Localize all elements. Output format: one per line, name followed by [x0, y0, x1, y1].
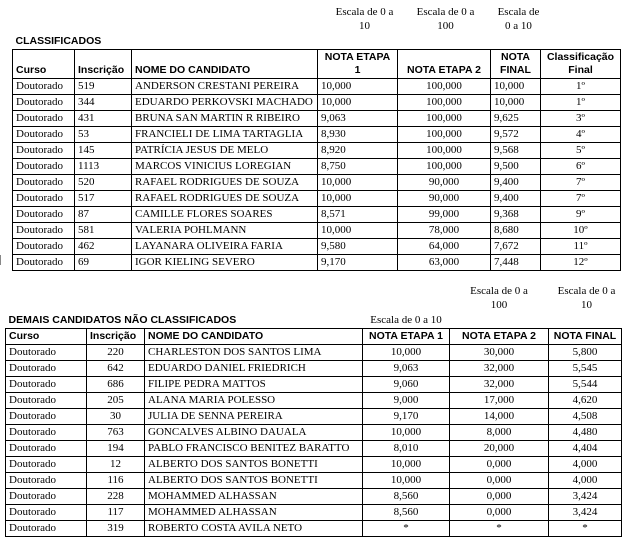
- table-cell: 5,545: [549, 361, 622, 377]
- table-cell: IGOR KIELING SEVERO: [132, 255, 318, 271]
- table-cell: 8,930: [318, 127, 398, 143]
- table-cell: 9,060: [363, 377, 450, 393]
- nao-classificados-header-row: [6, 329, 622, 345]
- table-cell: Doutorado: [6, 393, 87, 409]
- table-cell: BRUNA SAN MARTIN R RIBEIRO: [132, 111, 318, 127]
- table-cell: 63,000: [398, 255, 491, 271]
- table-cell: 20,000: [450, 441, 549, 457]
- table-cell: Doutorado: [13, 255, 75, 271]
- table-cell: 4,404: [549, 441, 622, 457]
- col-curso-2: Curso: [6, 329, 87, 345]
- col-nota-etapa1: NOTA ETAPA 1: [318, 50, 398, 79]
- scale-final-cell: [491, 4, 541, 34]
- col-classificacao: Classificação Final: [541, 50, 621, 79]
- col-nota-final-2: NOTA FINAL: [549, 329, 622, 345]
- table-cell: 431: [75, 111, 132, 127]
- table-cell: Doutorado: [6, 441, 87, 457]
- table-row: [13, 223, 621, 239]
- table-cell: 5,544: [549, 377, 622, 393]
- table-cell: 517: [75, 191, 132, 207]
- col-inscricao: Inscrição: [75, 50, 132, 79]
- table-cell: 11º: [541, 239, 621, 255]
- table-cell: EDUARDO DANIEL FRIEDRICH: [145, 361, 363, 377]
- table-cell: 8,560: [363, 489, 450, 505]
- table-cell: VALERIA POHLMANN: [132, 223, 318, 239]
- table-row: [13, 143, 621, 159]
- table-cell: 3º: [541, 111, 621, 127]
- table-cell: 100,000: [398, 111, 491, 127]
- table-cell: 9,170: [363, 409, 450, 425]
- table-cell: ALBERTO DOS SANTOS BONETTI: [145, 473, 363, 489]
- table-cell: Doutorado: [13, 127, 75, 143]
- table-cell: 686: [87, 377, 145, 393]
- table-cell: 9,500: [491, 159, 541, 175]
- table-cell: FRANCIELI DE LIMA TARTAGLIA: [132, 127, 318, 143]
- table-cell: 194: [87, 441, 145, 457]
- table-cell: 8,000: [450, 425, 549, 441]
- col-nota-final: NOTA FINAL: [491, 50, 541, 79]
- table-cell: Doutorado: [13, 95, 75, 111]
- table-cell: ALANA MARIA POLESSO: [145, 393, 363, 409]
- table-cell: Doutorado: [13, 191, 75, 207]
- table-cell: 0,000: [450, 457, 549, 473]
- table-cell: 10,000: [491, 95, 541, 111]
- table-cell: 9,568: [491, 143, 541, 159]
- table-cell: RAFAEL RODRIGUES DE SOUZA: [132, 191, 318, 207]
- table-row: [13, 95, 621, 111]
- table-cell: 100,000: [398, 127, 491, 143]
- table-row: [6, 345, 622, 361]
- table-cell: 9,400: [491, 175, 541, 191]
- table-cell: CHARLESTON DOS SANTOS LIMA: [145, 345, 363, 361]
- table-cell: 100,000: [398, 95, 491, 111]
- table-cell: 4,000: [549, 457, 622, 473]
- table-row: [6, 489, 622, 505]
- col-nota-etapa2-2: NOTA ETAPA 2: [450, 329, 549, 345]
- scale-final: Escala de 0 a 10: [497, 6, 540, 32]
- table-cell: 4,480: [549, 425, 622, 441]
- table-cell: 9,400: [491, 191, 541, 207]
- table-cell: *: [363, 521, 450, 537]
- table-cell: 100,000: [398, 79, 491, 95]
- table-cell: Doutorado: [13, 111, 75, 127]
- table-cell: 69: [75, 255, 132, 271]
- table-cell: 9,000: [363, 393, 450, 409]
- table-row: [6, 361, 622, 377]
- table-cell: 10,000: [491, 79, 541, 95]
- table-row: [13, 111, 621, 127]
- nao-classificados-table: [5, 283, 622, 537]
- table-cell: 87: [75, 207, 132, 223]
- table-cell: ROBERTO COSTA AVILA NETO: [145, 521, 363, 537]
- table-row: [13, 127, 621, 143]
- table-cell: Doutorado: [13, 143, 75, 159]
- classificados-header-row: [13, 50, 621, 79]
- table-cell: Doutorado: [6, 345, 87, 361]
- table-cell: 30,000: [450, 345, 549, 361]
- table-cell: Doutorado: [6, 489, 87, 505]
- table-cell: Doutorado: [13, 175, 75, 191]
- table-row: [13, 79, 621, 95]
- table-cell: 117: [87, 505, 145, 521]
- table-cell: 10,000: [363, 473, 450, 489]
- col-inscricao-2: Inscrição: [87, 329, 145, 345]
- table-cell: 8,010: [363, 441, 450, 457]
- table-cell: 1113: [75, 159, 132, 175]
- table-row: [6, 393, 622, 409]
- col-nome: NOME DO CANDIDATO: [132, 50, 318, 79]
- table-cell: Doutorado: [6, 473, 87, 489]
- table-cell: 78,000: [398, 223, 491, 239]
- table-cell: 220: [87, 345, 145, 361]
- col-nota-etapa1-2: NOTA ETAPA 1: [363, 329, 450, 345]
- table-cell: LAYANARA OLIVEIRA FARIA: [132, 239, 318, 255]
- table-row: [6, 425, 622, 441]
- scale-etapa2-cell-2: [450, 283, 549, 313]
- table-cell: ALBERTO DOS SANTOS BONETTI: [145, 457, 363, 473]
- table-cell: 462: [75, 239, 132, 255]
- table-cell: Doutorado: [6, 377, 87, 393]
- table-cell: 116: [87, 473, 145, 489]
- table-cell: Doutorado: [13, 239, 75, 255]
- table-row: [6, 457, 622, 473]
- scale-etapa2: Escala de 0 a 100: [416, 6, 475, 32]
- table-cell: MARCOS VINICIUS LOREGIAN: [132, 159, 318, 175]
- table-cell: Doutorado: [6, 409, 87, 425]
- col-nome-2: NOME DO CANDIDATO: [145, 329, 363, 345]
- table-cell: 100,000: [398, 159, 491, 175]
- table-cell: PATRÍCIA JESUS DE MELO: [132, 143, 318, 159]
- table-row: [6, 409, 622, 425]
- table-cell: 7,448: [491, 255, 541, 271]
- table-row: [13, 175, 621, 191]
- table-cell: 9,580: [318, 239, 398, 255]
- table-cell: 10,000: [363, 345, 450, 361]
- table-cell: 8,680: [491, 223, 541, 239]
- table-cell: 6º: [541, 159, 621, 175]
- table-cell: 30: [87, 409, 145, 425]
- table-cell: 99,000: [398, 207, 491, 223]
- table-cell: 319: [87, 521, 145, 537]
- table-cell: 90,000: [398, 191, 491, 207]
- table-cell: 100,000: [398, 143, 491, 159]
- table-cell: 10,000: [318, 191, 398, 207]
- table-cell: 520: [75, 175, 132, 191]
- table-cell: 90,000: [398, 175, 491, 191]
- table-cell: MOHAMMED ALHASSAN: [145, 505, 363, 521]
- table-cell: Doutorado: [6, 425, 87, 441]
- table-cell: 32,000: [450, 361, 549, 377]
- table-cell: 0,000: [450, 489, 549, 505]
- scale-etapa1-2: Escala de 0 a 10: [370, 314, 442, 326]
- table-cell: 763: [87, 425, 145, 441]
- table-cell: RAFAEL RODRIGUES DE SOUZA: [132, 175, 318, 191]
- table-cell: 344: [75, 95, 132, 111]
- table-cell: 1º: [541, 79, 621, 95]
- scale-etapa2-2: Escala de 0 a 100: [470, 285, 528, 311]
- table-cell: 642: [87, 361, 145, 377]
- table-cell: 17,000: [450, 393, 549, 409]
- table-cell: Doutorado: [13, 159, 75, 175]
- table-cell: 228: [87, 489, 145, 505]
- scale-etapa2-cell: [398, 4, 491, 34]
- table-cell: 205: [87, 393, 145, 409]
- table-cell: 9,063: [363, 361, 450, 377]
- table-cell: 8,750: [318, 159, 398, 175]
- table-cell: *: [549, 521, 622, 537]
- table-cell: MOHAMMED ALHASSAN: [145, 489, 363, 505]
- table-cell: CAMILLE FLORES SOARES: [132, 207, 318, 223]
- table-cell: Doutorado: [13, 79, 75, 95]
- table-cell: 0,000: [450, 473, 549, 489]
- table-cell: 10,000: [318, 95, 398, 111]
- table-cell: 0,000: [450, 505, 549, 521]
- table-cell: 10º: [541, 223, 621, 239]
- table-cell: Doutorado: [6, 521, 87, 537]
- table-cell: 12: [87, 457, 145, 473]
- table-cell: 4,620: [549, 393, 622, 409]
- table-cell: 53: [75, 127, 132, 143]
- scale-etapa1-line1: [318, 4, 398, 34]
- table-cell: 7º: [541, 175, 621, 191]
- table-cell: 8,571: [318, 207, 398, 223]
- cursor-mark: [0, 255, 1, 265]
- table-row: [13, 239, 621, 255]
- table-row: [13, 191, 621, 207]
- table-cell: EDUARDO PERKOVSKI MACHADO: [132, 95, 318, 111]
- table-cell: 9,063: [318, 111, 398, 127]
- table-cell: *: [450, 521, 549, 537]
- table-cell: 9,170: [318, 255, 398, 271]
- table-row: [6, 505, 622, 521]
- table-cell: 9,368: [491, 207, 541, 223]
- table-cell: Doutorado: [6, 505, 87, 521]
- scale-final-cell-2: [549, 283, 622, 313]
- classificados-title: CLASSIFICADOS: [15, 35, 102, 47]
- table-cell: 7º: [541, 191, 621, 207]
- table-cell: Doutorado: [6, 457, 87, 473]
- table-cell: 581: [75, 223, 132, 239]
- table-row: [13, 207, 621, 223]
- table-cell: ANDERSON CRESTANI PEREIRA: [132, 79, 318, 95]
- table-cell: 7,672: [491, 239, 541, 255]
- table-cell: 8,920: [318, 143, 398, 159]
- table-cell: 1º: [541, 95, 621, 111]
- table-cell: 519: [75, 79, 132, 95]
- table-cell: 10,000: [363, 425, 450, 441]
- table-cell: 8,560: [363, 505, 450, 521]
- table-cell: 9,572: [491, 127, 541, 143]
- table-cell: 4,000: [549, 473, 622, 489]
- table-cell: 64,000: [398, 239, 491, 255]
- table-cell: 9,625: [491, 111, 541, 127]
- table-row: [6, 377, 622, 393]
- table-cell: Doutorado: [13, 207, 75, 223]
- table-cell: 5º: [541, 143, 621, 159]
- table-cell: 12º: [541, 255, 621, 271]
- nao-classificados-title: DEMAIS CANDIDATOS NÃO CLASSIFICADOS: [8, 314, 237, 326]
- classificados-table: [12, 4, 621, 271]
- table-cell: 32,000: [450, 377, 549, 393]
- col-curso: Curso: [13, 50, 75, 79]
- col-nota-etapa2: NOTA ETAPA 2: [398, 50, 491, 79]
- table-row: [13, 159, 621, 175]
- table-cell: 4,508: [549, 409, 622, 425]
- table-cell: 10,000: [318, 79, 398, 95]
- table-cell: 10,000: [318, 175, 398, 191]
- table-cell: 145: [75, 143, 132, 159]
- table-row: [6, 473, 622, 489]
- table-cell: 10,000: [318, 223, 398, 239]
- scale-etapa1: Escala de 0 a 10: [335, 6, 394, 32]
- table-cell: 10,000: [363, 457, 450, 473]
- table-cell: JULIA DE SENNA PEREIRA: [145, 409, 363, 425]
- scale-final-2: Escala de 0 a 10: [557, 285, 616, 311]
- table-cell: 4º: [541, 127, 621, 143]
- table-cell: 14,000: [450, 409, 549, 425]
- table-cell: FILIPE PEDRA MATTOS: [145, 377, 363, 393]
- table-row: [6, 521, 622, 537]
- table-cell: 3,424: [549, 489, 622, 505]
- table-cell: GONCALVES ALBINO DAUALA: [145, 425, 363, 441]
- table-cell: PABLO FRANCISCO BENITEZ BARATTO: [145, 441, 363, 457]
- table-cell: Doutorado: [13, 223, 75, 239]
- table-cell: 5,800: [549, 345, 622, 361]
- table-cell: 9º: [541, 207, 621, 223]
- table-cell: 3,424: [549, 505, 622, 521]
- table-row: [6, 441, 622, 457]
- table-row: [13, 255, 621, 271]
- table-cell: Doutorado: [6, 361, 87, 377]
